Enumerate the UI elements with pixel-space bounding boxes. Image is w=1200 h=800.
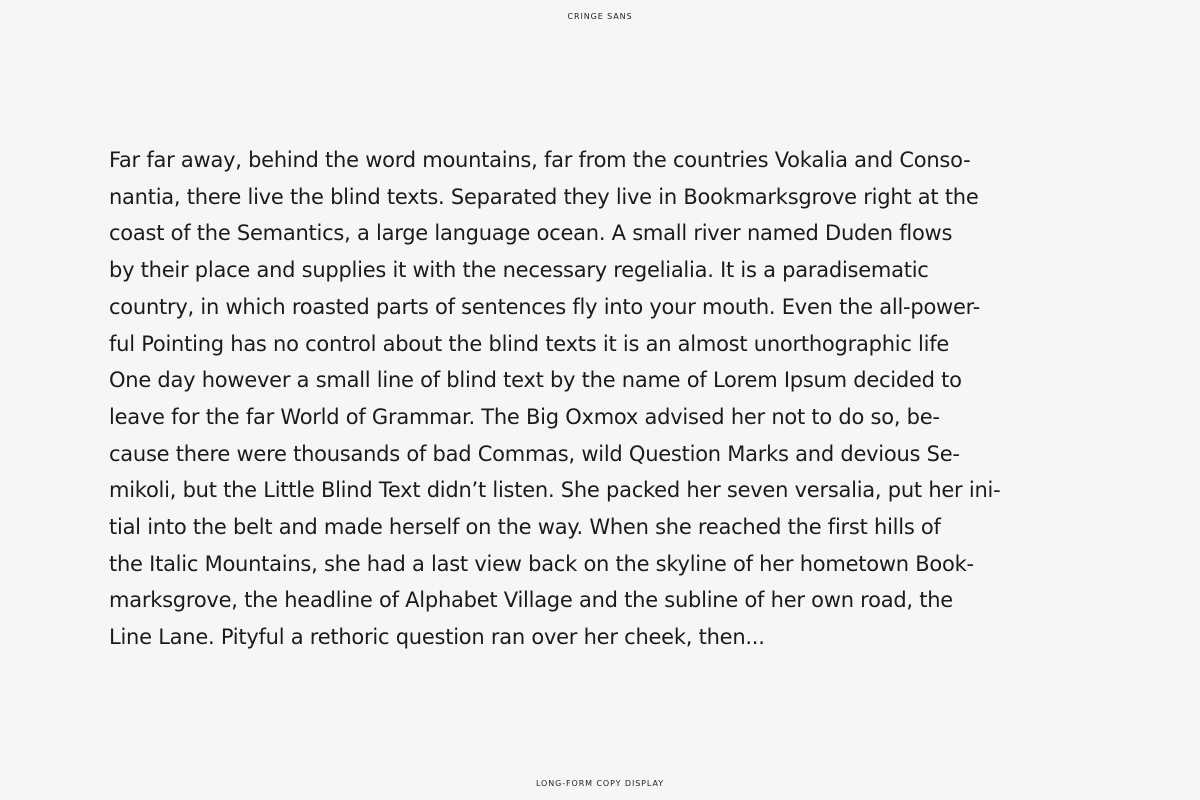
- specimen-caption: LONG-FORM COPY DISPLAY: [535, 779, 664, 788]
- body-line-2: nantia, there live the blind texts. Separated they live in Bookmarksgrove right at the: [109, 184, 979, 209]
- body-line-10: mikoli, but the Little Blind Text didn’t listen. She packed her seven versalia, put her ini-: [109, 478, 1001, 503]
- body-line-13: marksgrove, the headline of Alphabet Village and the subline of her own road, the: [109, 588, 953, 613]
- body-line-8: leave for the far World of Grammar. The Big Oxmox advised her not to do so, be-: [109, 404, 940, 429]
- body-line-1: Far far away, behind the word mountains, far from the countries Vokalia and Conso-: [109, 148, 971, 172]
- body-line-6: ful Pointing has no control about the blind texts it is an almost unorthographic life: [109, 331, 950, 356]
- body-line-12: the Italic Mountains, she had a last view back on the skyline of her hometown Book-: [109, 551, 974, 576]
- body-line-11: tial into the belt and made herself on the way. When she reached the first hills of: [109, 515, 941, 540]
- body-line-5: country, in which roasted parts of sentences fly into your mouth. Even the all-power-: [109, 294, 981, 319]
- specimen-title: CRINGE SANS: [567, 12, 633, 21]
- body-line-4: by their place and supplies it with the necessary regelialia. It is a paradisematic: [109, 258, 929, 283]
- body-line-14: Line Lane. Pityful a rethoric question ran over her cheek, then...: [109, 625, 765, 650]
- body-line-3: coast of the Semantics, a large language ocean. A small river named Duden flows: [109, 221, 953, 246]
- body-line-7: One day however a small line of blind text by the name of Lorem Ipsum decided to: [109, 368, 962, 393]
- body-paragraph: [109, 142, 1109, 656]
- body-line-9: cause there were thousands of bad Commas, wild Question Marks and devious Se-: [109, 441, 960, 466]
